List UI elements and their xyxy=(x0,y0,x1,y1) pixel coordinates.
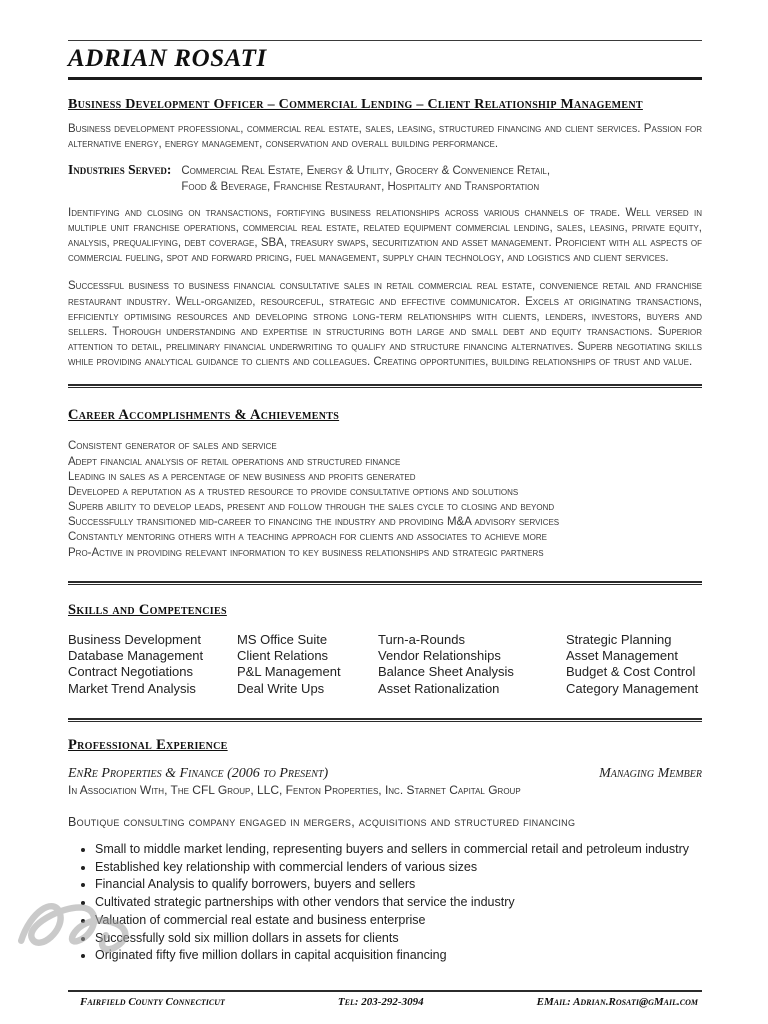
top-rule xyxy=(68,40,702,41)
experience-bullet: • Valuation of commercial real estate and business enterprise xyxy=(95,913,702,929)
summary-paragraph-2: Identifying and closing on transactions, fortifying business relationships across various channels of trade. Well versed in multiple unit franchise operations, commercial real estate, related equipment commercial lending, sales, leasing, private equity, analysis, prequalifying, debt coverage, SBA, treasury swaps, securitization and asset management. Proficient with all aspects of commercial fueling, spot and forward pricing, fuel management, supply chain technology, and logistics and client services. xyxy=(68,206,702,265)
page-title: ADRIAN ROSATI xyxy=(68,45,267,72)
skills-section-heading: Skills and Competencies xyxy=(68,601,227,618)
summary-paragraph-3: Successful business to business financial consultative sales in retail commercial real estate, convenience retail and franchise restaurant industry. Well-organized, resourceful, strategic and effective communicator. Excels at originating transactions, efficiently optimising resources and developing strong long-term relationships with clients, lenders, investors, buyers and sellers. Thorough understanding and expertise in structuring both large and small debt and equity transactions. Superior attention to detail, preliminary financial underwriting to qualify and structure financing alternatives. Superb negotiating skills while providing analytical guidance to clients and colleagues. Creating opportunities, building relationships of trust and value. xyxy=(68,280,702,369)
skill-cell: Strategic Planning xyxy=(566,631,672,647)
industries-label: Industries Served: xyxy=(68,162,172,178)
skill-cell: Contract Negotiations xyxy=(68,664,194,680)
industries-value xyxy=(181,162,550,194)
career-item: Consistent generator of sales and service xyxy=(68,440,277,453)
footer-email: EMail: Adrian.Rosati@gMail.com xyxy=(536,996,698,1008)
career-item: Constantly mentoring others with a teaching approach for clients and associates to achieve more xyxy=(68,531,547,544)
footer xyxy=(68,990,702,1008)
career-item: Superb ability to develop leads, present and follow through the sales cycle to closing and beyond xyxy=(68,501,555,514)
footer-location: Fairfield County Connecticut xyxy=(80,996,225,1008)
career-item: Leading in sales as a percentage of new business and profits generated xyxy=(68,470,416,483)
skill-cell: Balance Sheet Analysis xyxy=(378,664,514,680)
industries-line-1: Commercial Real Estate, Energy & Utility, Grocery & Convenience Retail, xyxy=(181,165,551,178)
experience-bullet: • Cultivated strategic partnerships with other vendors that service the industry xyxy=(95,895,702,911)
skill-cell: Category Management xyxy=(566,680,699,696)
career-accomplishments-list xyxy=(68,439,702,560)
skill-cell: Asset Rationalization xyxy=(378,680,500,696)
career-item: Pro-Active in providing relevant information to key business relationships and strategic partners xyxy=(68,546,544,559)
section-divider xyxy=(68,384,702,388)
experience-bullet: • Established key relationship with commercial lenders of various sizes xyxy=(95,860,702,876)
job-title: Managing Member xyxy=(599,766,702,782)
skill-cell: P&L Management xyxy=(237,664,341,680)
skill-cell: Turn-a-Rounds xyxy=(378,631,465,647)
skill-cell: Business Development xyxy=(68,631,201,647)
company-name: EnRe Properties & Finance (2006 to Present) xyxy=(68,766,329,782)
skill-cell: Database Management xyxy=(68,648,204,664)
skill-cell: Market Trend Analysis xyxy=(68,680,196,696)
career-item: Developed a reputation as a trusted resource to provide consultative options and solutions xyxy=(68,485,519,498)
company-description: Boutique consulting company engaged in mergers, acquisitions and structured financing xyxy=(68,814,576,829)
experience-header-row xyxy=(68,766,702,782)
experience-bullet: • Successfully sold six million dollars in assets for clients xyxy=(95,931,702,947)
headline: Business Development Officer – Commercial Lending – Client Relationship Management xyxy=(68,97,643,112)
summary-paragraph-1: Business development professional, commercial real estate, sales, leasing, structured financing and client services. Passion for alternative energy, energy management, conservation and overall building performance. xyxy=(68,123,702,151)
skill-cell: Deal Write Ups xyxy=(237,680,325,696)
section-divider xyxy=(68,718,702,722)
industries-line-2: Food & Beverage, Franchise Restaurant, Hospitality and Transportation xyxy=(181,180,540,193)
skill-cell: Vendor Relationships xyxy=(378,648,501,664)
career-item: Successfully transitioned mid-career to financing the industry and providing M&A advisory services xyxy=(68,516,560,529)
experience-bullet-list xyxy=(68,842,702,966)
name-underline-rule xyxy=(68,77,702,80)
career-item: Adept financial analysis of retail operations and structured finance xyxy=(68,455,401,468)
skills-grid xyxy=(68,632,702,696)
experience-bullet: • Originated fifty five million dollars in capital acquisition financing xyxy=(95,948,702,964)
career-section-heading: Career Accomplishments & Achievements xyxy=(68,407,340,424)
skill-cell: Budget & Cost Control xyxy=(566,664,696,680)
experience-bullet: • Small to middle market lending, representing buyers and sellers in commercial retail and petroleum industry xyxy=(95,842,702,858)
skill-cell: Asset Management xyxy=(566,648,679,664)
section-divider xyxy=(68,581,702,585)
industries-served-row xyxy=(68,162,702,194)
experience-section-heading: Professional Experience xyxy=(68,737,228,754)
footer-row xyxy=(68,992,702,1008)
skill-cell: Client Relations xyxy=(237,648,329,664)
footer-phone: Tel: 203-292-3094 xyxy=(337,996,424,1008)
experience-bullet: • Financial Analysis to qualify borrowers, buyers and sellers xyxy=(95,877,702,893)
association-line: In Association With, The CFL Group, LLC, Fenton Properties, Inc. Starnet Capital Group xyxy=(68,783,521,798)
skill-cell: MS Office Suite xyxy=(237,631,328,647)
